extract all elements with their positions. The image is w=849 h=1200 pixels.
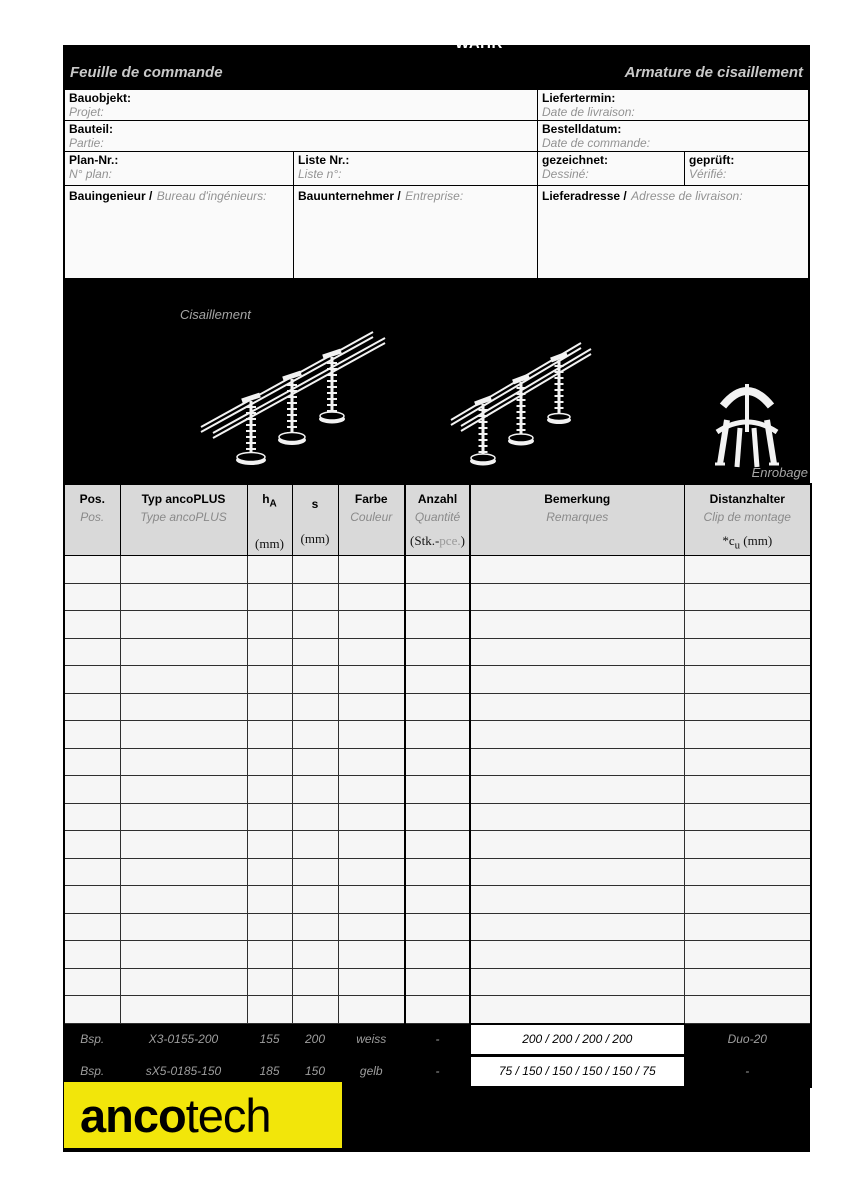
form-row-3 (65, 152, 808, 186)
example-typ: sX5-0185-150 (120, 1055, 247, 1087)
order-cell[interactable] (64, 583, 120, 611)
order-cell[interactable] (64, 693, 120, 721)
order-cell[interactable] (470, 611, 684, 639)
order-row (64, 913, 811, 941)
order-cell[interactable] (247, 583, 292, 611)
col-bemerkung (470, 484, 684, 556)
order-cell[interactable] (405, 611, 470, 639)
example-pos: Bsp. (64, 1055, 120, 1087)
order-cell[interactable] (405, 583, 470, 611)
order-cell[interactable] (64, 776, 120, 804)
order-cell[interactable] (470, 803, 684, 831)
order-cell[interactable] (684, 941, 811, 969)
field-label-fr: Vérifié: (689, 167, 727, 181)
order-cell[interactable] (247, 666, 292, 694)
order-cell[interactable] (470, 913, 684, 941)
order-cell[interactable] (247, 886, 292, 914)
example-s: 200 (292, 1024, 338, 1056)
field-label-fr: Date de livraison: (542, 105, 635, 119)
order-cell[interactable] (684, 776, 811, 804)
order-cell[interactable] (684, 858, 811, 886)
example-anzahl: - (405, 1024, 470, 1056)
field-label-de: Bauingenieur / (69, 189, 153, 203)
field-bauingenieur[interactable] (65, 186, 294, 278)
field-bestelldatum[interactable] (538, 121, 808, 151)
order-cell[interactable] (405, 776, 470, 804)
example-typ: X3-0155-200 (120, 1024, 247, 1056)
order-row (64, 831, 811, 859)
col-farbe (338, 484, 405, 556)
order-cell[interactable] (64, 721, 120, 749)
order-cell[interactable] (470, 941, 684, 969)
order-cell[interactable] (120, 693, 247, 721)
order-cell[interactable] (247, 721, 292, 749)
field-bauobjekt[interactable] (65, 90, 538, 120)
order-cell[interactable] (338, 886, 405, 914)
order-cell[interactable] (120, 941, 247, 969)
order-cell[interactable] (470, 886, 684, 914)
order-cell[interactable] (684, 666, 811, 694)
page-title-right: Armature de cisaillement (624, 64, 803, 81)
order-cell[interactable] (684, 638, 811, 666)
example-anzahl: - (405, 1055, 470, 1087)
col-pos-de: Pos. (79, 492, 105, 506)
order-cell[interactable] (247, 611, 292, 639)
field-label-de: Plan-Nr.: (69, 153, 119, 167)
order-cell[interactable] (338, 721, 405, 749)
order-cell[interactable] (292, 886, 338, 914)
field-bauunternehmer[interactable] (294, 186, 538, 278)
order-cell[interactable] (470, 666, 684, 694)
order-cell[interactable] (64, 611, 120, 639)
order-cell[interactable] (470, 996, 684, 1024)
order-cell[interactable] (120, 776, 247, 804)
order-cell[interactable] (64, 996, 120, 1024)
order-cell[interactable] (120, 831, 247, 859)
col-s: s (mm) (292, 484, 338, 556)
col-anzahl-fr: Quantité (414, 510, 461, 524)
order-sheet (63, 35, 810, 1152)
col-farbe-fr: Couleur (350, 510, 393, 524)
order-cell[interactable] (247, 996, 292, 1024)
order-cell[interactable] (405, 638, 470, 666)
order-cell[interactable] (338, 941, 405, 969)
order-cell[interactable] (470, 583, 684, 611)
order-table-header (64, 484, 811, 556)
order-cell[interactable] (684, 583, 811, 611)
field-label-fr: Adresse de livraison: (631, 189, 743, 203)
col-dist-de: Distanzhalter (709, 492, 785, 506)
order-cell[interactable] (120, 996, 247, 1024)
order-cell[interactable] (120, 611, 247, 639)
order-cell[interactable] (247, 803, 292, 831)
logo-text-regular: tech (185, 1088, 271, 1142)
form-row-4 (65, 186, 808, 278)
order-cell[interactable] (405, 748, 470, 776)
order-cell[interactable] (64, 968, 120, 996)
order-cell[interactable] (64, 941, 120, 969)
example-dist: Duo-20 (684, 1024, 811, 1056)
order-cell[interactable] (292, 941, 338, 969)
order-cell[interactable] (405, 913, 470, 941)
order-cell[interactable] (405, 968, 470, 996)
order-cell[interactable] (247, 941, 292, 969)
order-cell[interactable] (292, 611, 338, 639)
field-label-de: geprüft: (689, 153, 735, 167)
order-row (64, 721, 811, 749)
order-cell[interactable] (64, 913, 120, 941)
order-cell[interactable] (470, 831, 684, 859)
order-cell[interactable] (120, 968, 247, 996)
order-cell[interactable] (684, 803, 811, 831)
order-cell[interactable] (338, 803, 405, 831)
order-row (64, 996, 811, 1024)
order-cell[interactable] (120, 913, 247, 941)
field-label-de: Liste Nr.: (298, 153, 350, 167)
order-cell[interactable] (338, 968, 405, 996)
page-title-left: Feuille de commande (70, 64, 223, 81)
order-cell[interactable] (292, 748, 338, 776)
order-row (64, 803, 811, 831)
cover-label: Enrobage (751, 465, 808, 480)
order-cell[interactable] (684, 611, 811, 639)
order-cell[interactable] (405, 941, 470, 969)
field-lieferadresse[interactable] (538, 186, 808, 278)
field-label-de: gezeichnet: (542, 153, 609, 167)
order-cell[interactable] (684, 748, 811, 776)
top-flag-text: WAHR (455, 35, 503, 52)
example-row (64, 1024, 811, 1056)
example-pos: Bsp. (64, 1024, 120, 1056)
order-cell[interactable] (684, 556, 811, 584)
field-label-de: Lieferadresse / (542, 189, 627, 203)
order-cell[interactable] (684, 913, 811, 941)
order-cell[interactable] (247, 858, 292, 886)
order-cell[interactable] (292, 556, 338, 584)
order-cell[interactable] (338, 611, 405, 639)
field-label-fr: Date de commande: (542, 136, 651, 150)
field-label-fr: Liste n°: (298, 167, 342, 181)
order-cell[interactable] (292, 776, 338, 804)
order-cell[interactable] (338, 556, 405, 584)
field-liste-nr[interactable] (294, 152, 538, 185)
order-row (64, 776, 811, 804)
example-s: 150 (292, 1055, 338, 1087)
order-cell[interactable] (292, 996, 338, 1024)
order-row (64, 693, 811, 721)
col-distanzhalter: Distanzhalter Clip de montage $*c_u$ (mm) (684, 484, 811, 556)
order-cell[interactable] (684, 968, 811, 996)
field-label-fr: Partie: (69, 136, 104, 150)
order-cell[interactable] (120, 556, 247, 584)
field-label-de: Bauobjekt: (69, 91, 132, 105)
order-cell[interactable] (405, 831, 470, 859)
order-cell[interactable] (292, 583, 338, 611)
order-cell[interactable] (338, 776, 405, 804)
example-ha: 185 (247, 1055, 292, 1087)
field-label-de: Bestelldatum: (542, 122, 622, 136)
order-cell[interactable] (470, 638, 684, 666)
order-cell[interactable] (470, 748, 684, 776)
order-cell[interactable] (405, 721, 470, 749)
order-cell[interactable] (405, 803, 470, 831)
col-pos-fr: Pos. (80, 510, 105, 524)
shear-label: Cisaillement (180, 307, 251, 322)
order-cell[interactable] (470, 858, 684, 886)
order-cell[interactable] (64, 858, 120, 886)
project-info-form (63, 88, 810, 280)
order-table (63, 483, 812, 1089)
order-cell[interactable] (292, 913, 338, 941)
order-cell[interactable] (338, 748, 405, 776)
col-typ-de: Typ ancoPLUS (141, 492, 226, 506)
order-row (64, 886, 811, 914)
field-label-de: Bauunternehmer / (298, 189, 401, 203)
order-cell[interactable] (338, 858, 405, 886)
order-row (64, 583, 811, 611)
order-cell[interactable] (470, 556, 684, 584)
col-farbe-de: Farbe (354, 492, 388, 506)
field-geprueft[interactable] (685, 152, 808, 185)
field-plan-nr[interactable] (65, 152, 294, 185)
order-cell[interactable] (684, 831, 811, 859)
order-row (64, 638, 811, 666)
order-cell[interactable] (684, 721, 811, 749)
order-cell[interactable] (405, 886, 470, 914)
order-cell[interactable] (405, 858, 470, 886)
order-cell[interactable] (405, 996, 470, 1024)
order-row (64, 611, 811, 639)
field-gezeichnet[interactable] (538, 152, 685, 185)
order-cell[interactable] (247, 968, 292, 996)
order-cell[interactable] (64, 803, 120, 831)
order-cell[interactable] (684, 886, 811, 914)
order-cell[interactable] (292, 638, 338, 666)
order-cell[interactable] (684, 693, 811, 721)
order-cell[interactable] (292, 803, 338, 831)
col-typ-fr: Type ancoPLUS (140, 510, 227, 524)
field-label-de: Liefertermin: (542, 91, 616, 105)
spacer-clip-illustration (715, 384, 779, 467)
example-dist: - (684, 1055, 811, 1087)
order-cell[interactable] (470, 968, 684, 996)
order-cell[interactable] (120, 666, 247, 694)
order-cell[interactable] (120, 803, 247, 831)
col-typ (120, 484, 247, 556)
example-bemerkung: 200 / 200 / 200 / 200 (470, 1024, 684, 1056)
order-cell[interactable] (292, 831, 338, 859)
order-cell[interactable] (120, 886, 247, 914)
order-cell[interactable] (470, 721, 684, 749)
order-cell[interactable] (120, 858, 247, 886)
order-cell[interactable] (292, 693, 338, 721)
form-row-1 (65, 90, 808, 121)
col-bemerkung-de: Bemerkung (544, 492, 611, 506)
example-bemerkung: 75 / 150 / 150 / 150 / 150 / 75 (470, 1055, 684, 1087)
order-cell[interactable] (338, 996, 405, 1024)
order-cell[interactable] (120, 748, 247, 776)
order-cell[interactable] (405, 666, 470, 694)
order-cell[interactable] (338, 913, 405, 941)
order-cell[interactable] (64, 831, 120, 859)
order-cell[interactable] (64, 638, 120, 666)
field-label-fr: N° plan: (69, 167, 112, 181)
order-cell[interactable] (684, 996, 811, 1024)
example-ha: 155 (247, 1024, 292, 1056)
order-cell[interactable] (247, 913, 292, 941)
field-label-fr: Bureau d'ingénieurs: (156, 189, 267, 203)
order-cell[interactable] (120, 583, 247, 611)
order-cell[interactable] (292, 721, 338, 749)
field-label-fr: Dessiné: (542, 167, 589, 181)
ancotech-logo (64, 1082, 342, 1148)
col-anzahl: Anzahl Quantité (Stk.-pce.) (405, 484, 470, 556)
field-label-de: Bauteil: (69, 122, 114, 136)
order-row (64, 941, 811, 969)
field-liefertermin[interactable] (538, 90, 808, 120)
order-cell[interactable] (64, 748, 120, 776)
order-table-body (64, 556, 811, 1088)
field-label-fr: Projet: (69, 105, 104, 119)
order-cell[interactable] (292, 666, 338, 694)
col-anzahl-de: Anzahl (417, 492, 458, 506)
order-cell[interactable] (120, 638, 247, 666)
col-dist-fr: Clip de montage (703, 510, 791, 524)
order-cell[interactable] (338, 666, 405, 694)
order-row (64, 666, 811, 694)
order-cell[interactable] (338, 638, 405, 666)
order-cell[interactable] (247, 693, 292, 721)
example-farbe: gelb (338, 1055, 405, 1087)
form-row-2 (65, 121, 808, 152)
order-cell[interactable] (405, 693, 470, 721)
col-bemerkung-fr: Remarques (546, 510, 609, 524)
title-bar (63, 45, 810, 88)
order-cell[interactable] (247, 776, 292, 804)
order-row (64, 858, 811, 886)
col-pos (64, 484, 120, 556)
order-cell[interactable] (292, 968, 338, 996)
order-cell[interactable] (247, 748, 292, 776)
order-row (64, 748, 811, 776)
product-illustration-band (63, 280, 810, 483)
order-row (64, 968, 811, 996)
order-cell[interactable] (405, 556, 470, 584)
field-label-fr: Entreprise: (405, 189, 464, 203)
shear-rail-illustration (63, 280, 810, 483)
order-row (64, 556, 811, 584)
order-cell[interactable] (338, 693, 405, 721)
order-cell[interactable] (64, 886, 120, 914)
example-farbe: weiss (338, 1024, 405, 1056)
order-cell[interactable] (247, 638, 292, 666)
logo-text-bold: anco (80, 1088, 186, 1142)
order-cell[interactable] (470, 776, 684, 804)
order-cell[interactable] (64, 556, 120, 584)
order-cell[interactable] (64, 666, 120, 694)
order-cell[interactable] (338, 831, 405, 859)
order-cell[interactable] (470, 693, 684, 721)
order-cell[interactable] (338, 583, 405, 611)
order-cell[interactable] (247, 831, 292, 859)
field-bauteil[interactable] (65, 121, 538, 151)
order-cell[interactable] (120, 721, 247, 749)
col-ha: $h_A$ (mm) (247, 484, 292, 556)
order-cell[interactable] (247, 556, 292, 584)
order-cell[interactable] (292, 858, 338, 886)
